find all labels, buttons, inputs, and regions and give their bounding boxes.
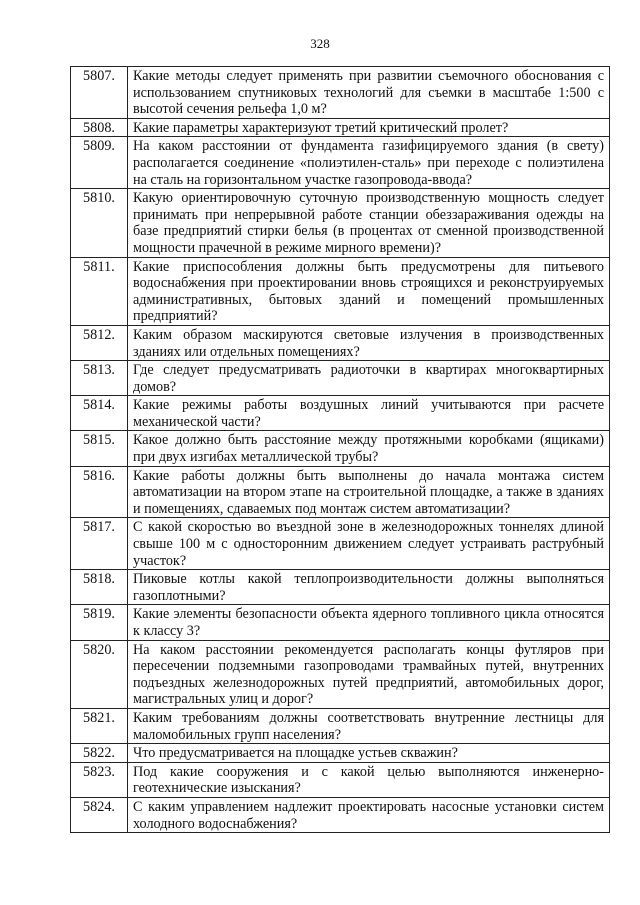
- question-number: 5819.: [71, 605, 128, 640]
- question-text: Что предусматривается на площадке устьев скважин?: [128, 744, 610, 763]
- question-number: 5823.: [71, 762, 128, 797]
- question-text: Какую ориентировочную суточную производственную мощность следует принимать при непрерывной работе станции обеззараживания одежды на базе предприятий стирки белья (в процентах от сменной производственной мощности прачечной в режиме мирного времени)?: [128, 189, 610, 257]
- questions-table-body: [71, 67, 610, 833]
- question-number: 5820.: [71, 640, 128, 708]
- page-number: 328: [310, 36, 330, 51]
- table-row: [71, 361, 610, 396]
- question-text: С какой скоростью во въездной зоне в железнодорожных тоннелях длиной свыше 100 м с односторонним движением следует устраивать раструбный участок?: [128, 518, 610, 570]
- question-text: На каком расстоянии от фундамента газифицируемого здания (в свету) располагается соединение «полиэтилен-сталь» при переходе с полиэтилена на сталь на горизонтальном участке газопровода-ввода?: [128, 137, 610, 189]
- question-text: На каком расстоянии рекомендуется располагать концы футляров при пересечении подземными газопроводами трамвайных путей, внутренних подъездных железнодорожных путей предприятий, автомобильных дорог, магистральных улиц и дорог?: [128, 640, 610, 708]
- table-row: [71, 257, 610, 325]
- question-number: 5812.: [71, 325, 128, 360]
- question-number: 5811.: [71, 257, 128, 325]
- question-text: Какие методы следует применять при развитии съемочного обоснования с использованием спутниковых технологий для съемки в масштабе 1:500 с высотой сечения рельефа 1,0 м?: [128, 67, 610, 119]
- question-number: 5821.: [71, 708, 128, 743]
- question-number: 5810.: [71, 189, 128, 257]
- question-text: С каким управлением надлежит проектировать насосные установки систем холодного водоснабжения?: [128, 797, 610, 832]
- table-row: [71, 431, 610, 466]
- question-text: Какие работы должны быть выполнены до начала монтажа систем автоматизации на втором этапе на строительной площадке, а также в зданиях и помещениях, сдаваемых под монтаж систем автоматизации?: [128, 466, 610, 518]
- table-row: [71, 118, 610, 137]
- question-number: 5813.: [71, 361, 128, 396]
- table-row: [71, 797, 610, 832]
- table-row: [71, 466, 610, 518]
- table-row: [71, 762, 610, 797]
- table-row: [71, 744, 610, 763]
- question-number: 5822.: [71, 744, 128, 763]
- question-text: Пиковые котлы какой теплопроизводительности должны выполняться газоплотными?: [128, 570, 610, 605]
- table-row: [71, 605, 610, 640]
- question-text: Какие элементы безопасности объекта ядерного топливного цикла относятся к классу 3?: [128, 605, 610, 640]
- table-row: [71, 518, 610, 570]
- question-text: Под какие сооружения и с какой целью выполняются инженерно-геотехнические изыскания?: [128, 762, 610, 797]
- question-number: 5817.: [71, 518, 128, 570]
- question-text: Каким требованиям должны соответствовать внутренние лестницы для маломобильных групп населения?: [128, 708, 610, 743]
- question-number: 5808.: [71, 118, 128, 137]
- table-row: [71, 640, 610, 708]
- table-row: [71, 137, 610, 189]
- question-number: 5815.: [71, 431, 128, 466]
- table-row: [71, 708, 610, 743]
- question-text: Где следует предусматривать радиоточки в квартирах многоквартирных домов?: [128, 361, 610, 396]
- questions-table: [70, 66, 610, 833]
- question-number: 5807.: [71, 67, 128, 119]
- question-text: Каким образом маскируются световые излучения в производственных зданиях или отдельных помещениях?: [128, 325, 610, 360]
- question-number: 5818.: [71, 570, 128, 605]
- question-number: 5814.: [71, 396, 128, 431]
- question-number: 5809.: [71, 137, 128, 189]
- question-text: Какое должно быть расстояние между протяжными коробками (ящиками) при двух изгибах металлической трубы?: [128, 431, 610, 466]
- table-row: [71, 67, 610, 119]
- question-number: 5816.: [71, 466, 128, 518]
- table-row: [71, 325, 610, 360]
- question-text: Какие режимы работы воздушных линий учитываются при расчете механической части?: [128, 396, 610, 431]
- table-row: [71, 396, 610, 431]
- question-text: Какие параметры характеризуют третий критический пролет?: [128, 118, 610, 137]
- table-row: [71, 570, 610, 605]
- question-number: 5824.: [71, 797, 128, 832]
- question-text: Какие приспособления должны быть предусмотрены для питьевого водоснабжения при проектировании вновь строящихся и реконструируемых административных, бытовых зданий и помещений промышленных предприятий?: [128, 257, 610, 325]
- table-row: [71, 189, 610, 257]
